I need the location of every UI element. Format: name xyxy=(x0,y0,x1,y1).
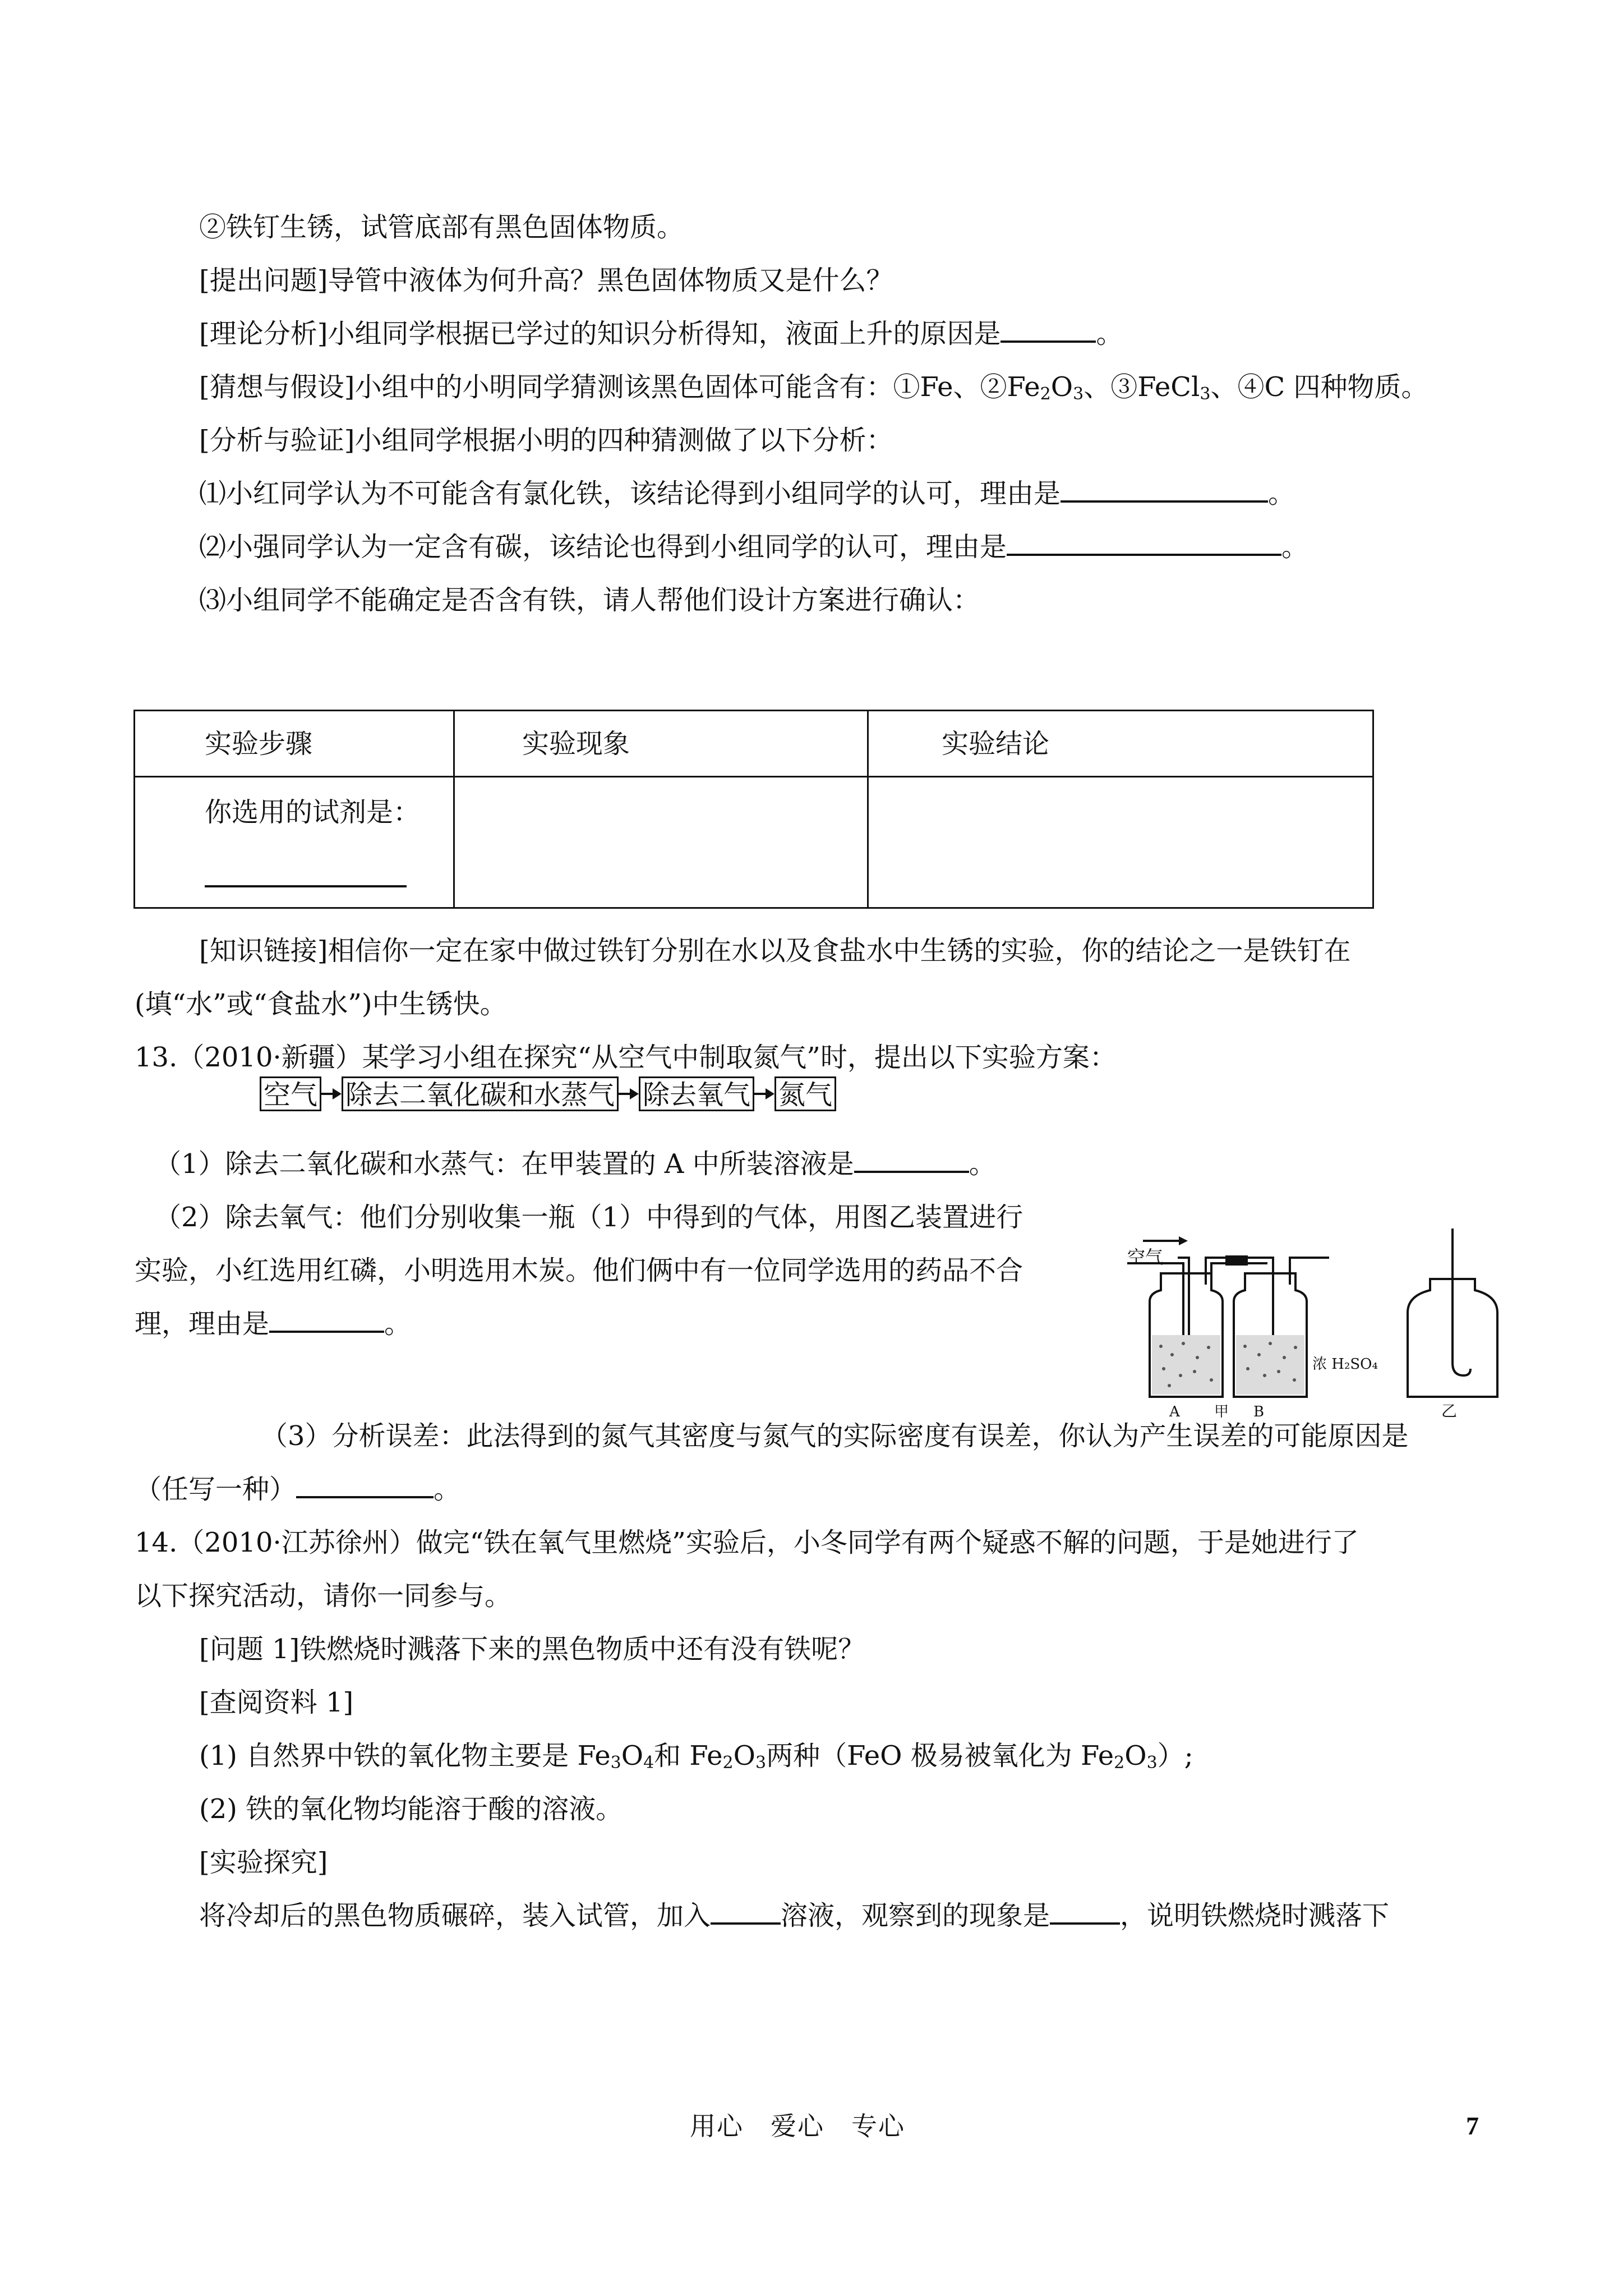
apparatus-diagram xyxy=(1127,1228,1520,1419)
answer-cell-phenomena[interactable] xyxy=(455,777,865,909)
text-line-12: （1）除去二氧化碳和水蒸气：在甲装置的 A 中所装溶液是 。 xyxy=(154,1148,996,1180)
text-line-13: （2）除去氧气：他们分别收集一瓶（1）中得到的气体，用图乙装置进行 xyxy=(154,1202,1023,1233)
diagram-label-a: A xyxy=(1169,1404,1180,1419)
text-line-6: ⑴小红同学认为不可能含有氯化铁，该结论得到小组同学的认可，理由是 。 xyxy=(199,478,1295,509)
flow-box-remove-co2-water: 除去二氧化碳和水蒸气 xyxy=(342,1076,619,1111)
text-line-1: ②铁钉生锈，试管底部有黑色固体物质。 xyxy=(199,211,684,243)
text-line-14: 实验，小红选用红磷，小明选用木炭。他们俩中有一位同学选用的药品不合 xyxy=(135,1255,1023,1286)
diagram-air-label: 空气 xyxy=(1127,1246,1164,1268)
text-line-3: [理论分析]小组同学根据已学过的知识分析得知，液面上升的原因是 。 xyxy=(199,318,1123,349)
text-line-25: 将冷却后的黑色物质碾碎，装入试管，加入 溶液，观察到的现象是 ，说明铁燃烧时溅落下 xyxy=(199,1900,1390,1931)
answer-blank[interactable] xyxy=(1050,1922,1120,1925)
text-line-23: (2) 铁的氧化物均能溶于酸的溶液。 xyxy=(199,1793,623,1825)
answer-blank[interactable] xyxy=(205,885,407,887)
table-header-conclusion: 实验结论 xyxy=(942,728,1050,760)
experiment-table xyxy=(133,710,1374,909)
page-number: 7 xyxy=(1466,2111,1479,2140)
arrow-right-icon xyxy=(754,1076,774,1111)
text-line-22: (1) 自然界中铁的氧化物主要是 $Fe_3O_4$和 $Fe_2O_3$两种（FeO 极易被氧化为 $Fe_2O_3$）; xyxy=(199,1740,1193,1773)
text-line-16: （3）分析误差：此法得到的氮气其密度与氮气的实际密度有误差，你认为产生误差的可能原因是 xyxy=(261,1420,1409,1452)
page-footer: 用心 爱心 专心 xyxy=(690,2111,905,2141)
question-13: 13.（2010·新疆）某学习小组在探究“从空气中制取氮气”时，提出以下实验方案： xyxy=(135,1042,1117,1073)
answer-blank[interactable] xyxy=(269,1330,384,1333)
answer-blank[interactable] xyxy=(711,1922,781,1925)
text-line-8: ⑶小组同学不能确定是否含有铁，请人帮他们设计方案进行确认： xyxy=(199,585,980,616)
question-14: 14.（2010·江苏徐州）做完“铁在氧气里燃烧”实验后，小冬同学有两个疑惑不解的问题，于是她进行了 xyxy=(135,1527,1359,1558)
answer-blank[interactable] xyxy=(1007,553,1281,556)
text-line-4: [猜想与假设]小组中的小明同学猜测该黑色固体可能含有：①Fe、$②Fe_2O_3$、③FeCl$_3$、④C 四种物质。 xyxy=(199,371,1428,404)
text-line-2: [提出问题]导管中液体为何升高？黑色固体物质又是什么？ xyxy=(199,265,893,296)
flow-box-remove-oxygen: 除去氧气 xyxy=(639,1076,754,1111)
table-reagent-label: 你选用的试剂是： xyxy=(205,797,421,828)
text-line-20: [问题 1]铁燃烧时溅落下来的黑色物质中还有没有铁呢？ xyxy=(199,1634,865,1665)
arrow-right-icon xyxy=(321,1076,342,1111)
text-line-21: [查阅资料 1] xyxy=(199,1687,354,1718)
diagram-label-b: B xyxy=(1253,1404,1265,1419)
text-line-17: （任写一种） 。 xyxy=(135,1474,461,1505)
answer-cell-conclusion[interactable] xyxy=(869,777,1373,909)
table-header-steps: 实验步骤 xyxy=(205,728,313,760)
arrow-right-icon xyxy=(619,1076,639,1111)
flow-box-nitrogen: 氮气 xyxy=(774,1076,836,1111)
text-line-7: ⑵小强同学认为一定含有碳，该结论也得到小组同学的认可，理由是 。 xyxy=(199,531,1309,563)
text-line-9: [知识链接]相信你一定在家中做过铁钉分别在水以及食盐水中生锈的实验，你的结论之一是铁钉在 xyxy=(199,935,1351,967)
text-line-24: [实验探究] xyxy=(199,1847,328,1878)
answer-blank[interactable] xyxy=(1061,500,1268,503)
flow-box-air: 空气 xyxy=(260,1076,321,1111)
diagram-label-jia: 甲 xyxy=(1214,1404,1229,1419)
text-line-10: (填“水”或“食盐水”)中生锈快。 xyxy=(135,988,507,1020)
text-line-15: 理，理由是 。 xyxy=(135,1308,412,1340)
text-line-19: 以下探究活动，请你一同参与。 xyxy=(135,1580,512,1612)
answer-blank[interactable] xyxy=(1000,340,1096,343)
diagram-acid-label: 浓 H₂SO₄ xyxy=(1312,1356,1378,1373)
text-line-5: [分析与验证]小组同学根据小明的四种猜测做了以下分析： xyxy=(199,425,893,456)
diagram-label-yi: 乙 xyxy=(1441,1402,1458,1419)
answer-blank[interactable] xyxy=(854,1170,969,1173)
answer-blank[interactable] xyxy=(296,1496,434,1498)
flow-chart xyxy=(260,1074,836,1114)
table-header-phenomena: 实验现象 xyxy=(522,728,630,760)
